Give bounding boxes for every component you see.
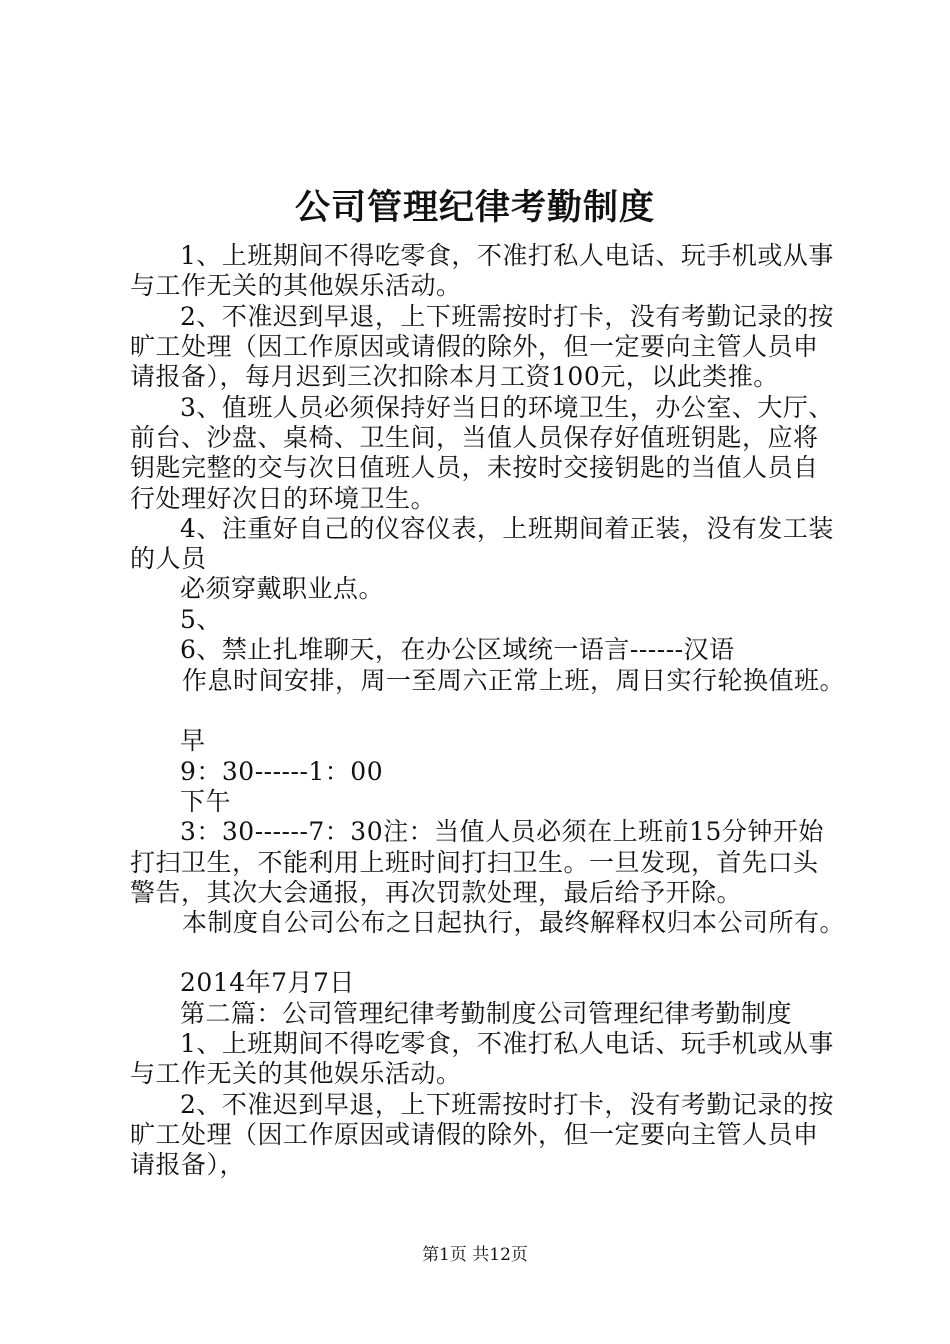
text-line: 请报备），每月迟到三次扣除本月工资100元，以此类推。 [130,362,779,391]
text-line: 早 [180,726,206,755]
text-line: 与工作无关的其他娱乐活动。 [130,1059,462,1088]
text-line: 行处理好次日的环境卫生。 [130,484,437,513]
text-line: 的人员 [130,544,207,573]
text-line: 3、值班人员必须保持好当日的环境卫生，办公室、大厅、 [180,393,834,422]
page-footer: 第1页 共12页 [422,1245,528,1265]
text-line: 下午 [180,787,232,816]
text-line: 1、上班期间不得吃零食，不准打私人电话、玩手机或从事 [180,241,834,270]
text-line: 本制度自公司公布之日起执行，最终解释权归本公司所有。 [182,908,846,937]
text-line: 请报备）， [130,1150,246,1179]
text-line: 2014年7月7日 [180,968,355,997]
text-line: 旷工处理（因工作原因或请假的除外，但一定要向主管人员申 [130,332,819,361]
text-line: 1、上班期间不得吃零食，不准打私人电话、玩手机或从事 [180,1029,834,1058]
text-line: 2、不准迟到早退，上下班需按时打卡，没有考勤记录的按 [180,302,834,331]
text-line: 旷工处理（因工作原因或请假的除外，但一定要向主管人员申 [130,1120,819,1149]
text-line: 必须穿戴职业点。 [180,574,385,603]
text-line: 9：30------1：00 [180,757,384,786]
text-line: 警告，其次大会通报，再次罚款处理，最后给予开除。 [130,878,743,907]
text-line: 作息时间安排，周一至周六正常上班，周日实行轮换值班。 [182,666,846,695]
text-line: 2、不准迟到早退，上下班需按时打卡，没有考勤记录的按 [180,1090,834,1119]
text-line: 3：30------7：30注：当值人员必须在上班前15分钟开始 [180,817,824,846]
text-line: 4、注重好自己的仪容仪表，上班期间着正装，没有发工装 [180,514,834,543]
text-line: 5、 [180,605,222,634]
text-line: 打扫卫生，不能利用上班时间打扫卫生。一旦发现，首先口头 [130,848,819,877]
text-line: 第二篇：公司管理纪律考勤制度公司管理纪律考勤制度 [180,999,793,1028]
document-title: 公司管理纪律考勤制度 [294,187,655,228]
text-line: 6、禁止扎堆聊天，在办公区域统一语言------汉语 [180,635,735,664]
text-line: 与工作无关的其他娱乐活动。 [130,271,462,300]
text-line: 前台、沙盘、桌椅、卫生间，当值人员保存好值班钥匙，应将 [130,423,819,452]
text-line: 钥匙完整的交与次日值班人员，未按时交接钥匙的当值人员自 [130,453,819,482]
